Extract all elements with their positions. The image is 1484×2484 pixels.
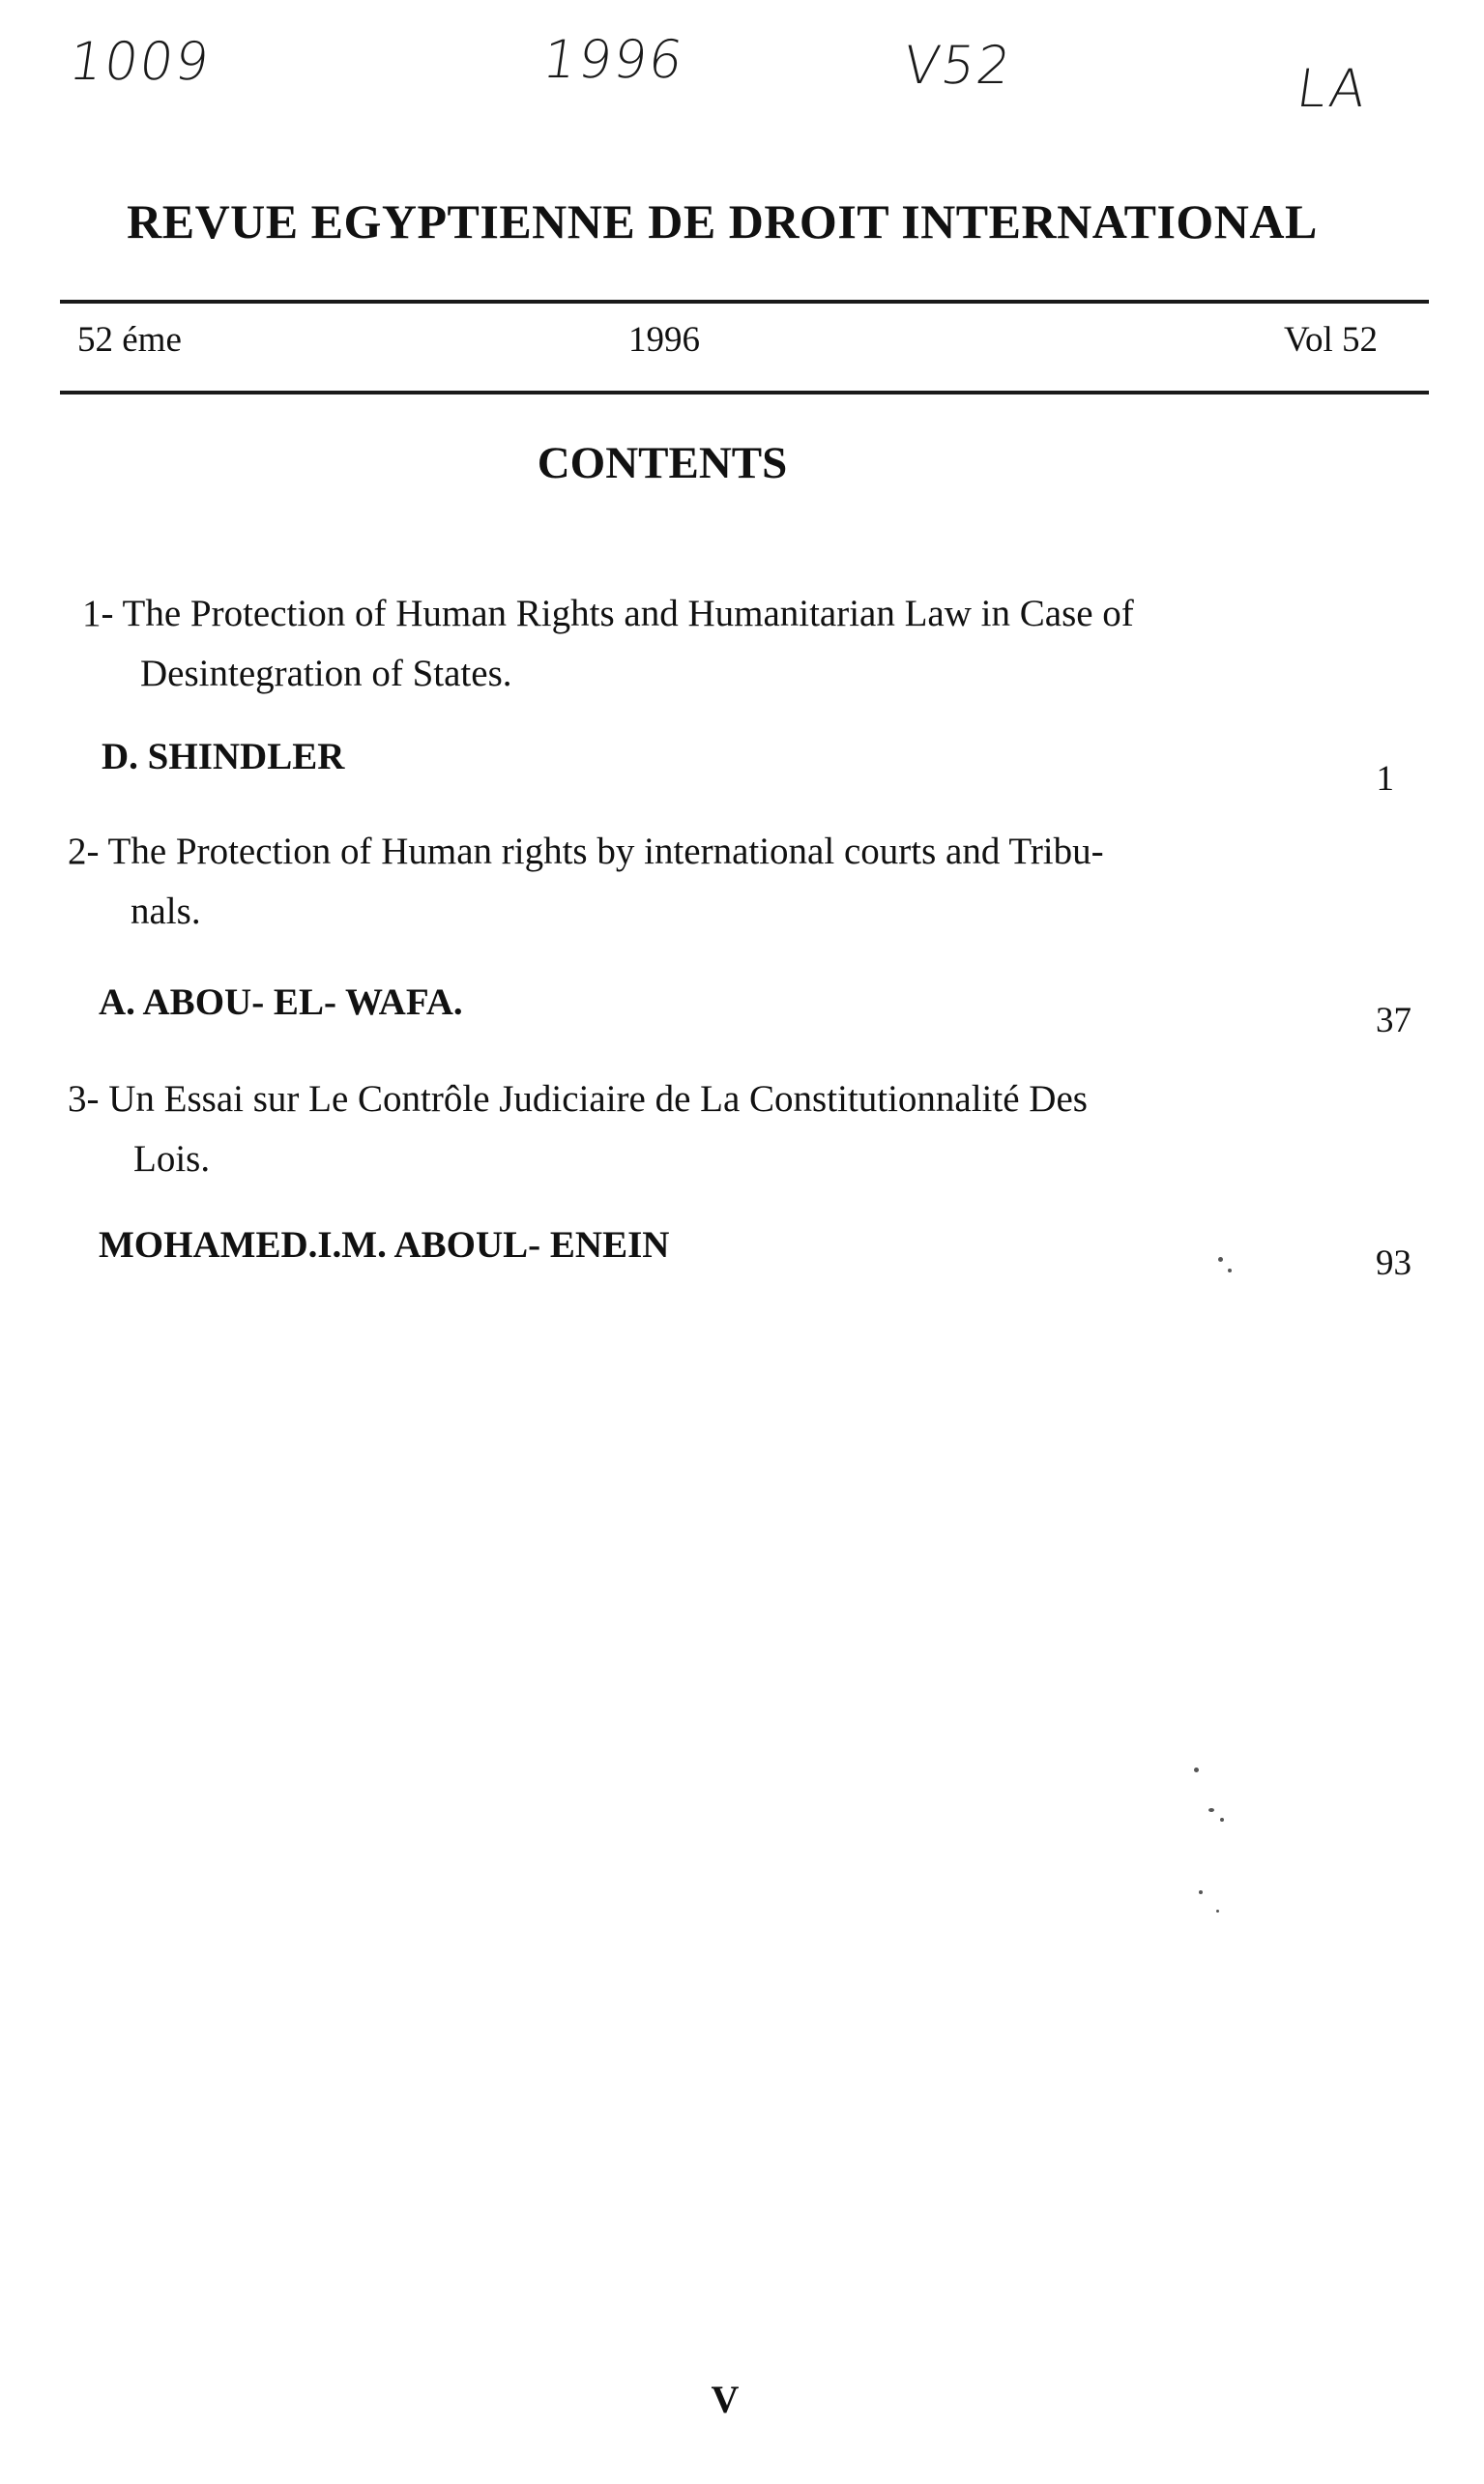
handwritten-note: 1009 (65, 31, 215, 92)
scan-speck (1220, 1818, 1224, 1822)
scan-speck (1216, 1910, 1219, 1913)
contents-entry-title (68, 1069, 1276, 1189)
entry-page-number: 93 (1376, 1243, 1411, 1283)
contents-heading: CONTENTS (537, 438, 788, 488)
scan-speck (1194, 1768, 1199, 1772)
entry-page-number: 37 (1376, 1001, 1411, 1040)
entry-title-line: 1- The Protection of Human Rights and Humanitarian Law in Case of (82, 593, 1134, 634)
issue-volume: Vol 52 (1284, 320, 1378, 360)
entry-title-line: 2- The Protection of Human rights by international courts and Tribu- (68, 831, 1104, 872)
scan-speck (1208, 1808, 1214, 1812)
entry-title-line: nals. (131, 891, 201, 932)
journal-title: REVUE EGYPTIENNE DE DROIT INTERNATIONAL (127, 194, 1318, 248)
issue-number: 52 éme (77, 320, 182, 360)
entry-title-line: Lois. (133, 1138, 211, 1180)
entry-title-line: 3- Un Essai sur Le Contrôle Judiciaire de La Constitutionnalité Des (68, 1078, 1088, 1120)
scan-speck (1228, 1269, 1232, 1272)
handwritten-note: V52 (899, 35, 1017, 96)
handwritten-note: LA (1293, 58, 1372, 119)
entry-title-line: Desintegration of States. (140, 653, 512, 694)
entry-author: A. ABOU- EL- WAFA. (99, 981, 463, 1023)
scan-speck (1199, 1890, 1203, 1894)
issue-year: 1996 (628, 320, 700, 360)
page-folio: V (711, 2378, 740, 2421)
contents-entry-title (68, 822, 1276, 942)
entry-page-number: 1 (1376, 759, 1394, 799)
entry-author: MOHAMED.I.M. ABOUL- ENEIN (99, 1224, 670, 1266)
scan-speck (1218, 1257, 1223, 1262)
contents-entry-title (82, 584, 1291, 704)
bottom-rule (60, 391, 1429, 395)
entry-author: D. SHINDLER (102, 736, 345, 777)
handwritten-note: 1996 (538, 29, 688, 90)
top-rule (60, 300, 1429, 304)
